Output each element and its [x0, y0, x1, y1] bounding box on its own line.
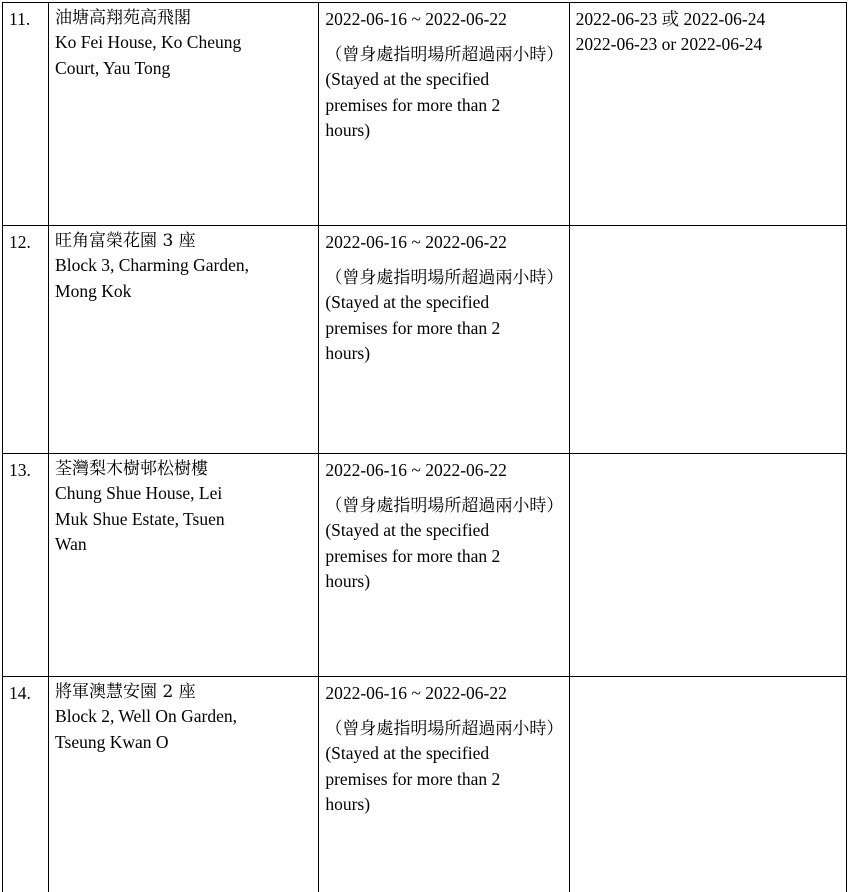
row-number-cell — [3, 454, 49, 677]
date-range: 2022-06-16 ~ 2022-06-22 — [325, 9, 507, 29]
place-name-zh: 旺角富榮花園 3 座 — [55, 231, 196, 251]
dates-cell — [319, 3, 569, 226]
stay-note-en-line1: (Stayed at the specified — [325, 520, 490, 541]
testing-period-cell — [569, 454, 846, 677]
testing-period-zh: 2022-06-23 或 2022-06-24 — [575, 9, 766, 29]
place-name-en-line3: Wan — [55, 534, 87, 555]
place-name-en-line1: Ko Fei House, Ko Cheung — [55, 32, 242, 53]
testing-period-cell — [569, 226, 846, 454]
row-number: 13. — [9, 460, 31, 480]
spacer — [325, 255, 562, 266]
stay-note-en-line3: hours) — [325, 794, 371, 815]
dates-cell — [319, 454, 569, 677]
dates-cell — [319, 226, 569, 454]
testing-period-cell — [569, 677, 846, 892]
stay-note-zh: （曾身處指明場所超過兩小時） — [325, 495, 564, 516]
place-name-zh: 油塘高翔苑高飛閣 — [55, 8, 192, 28]
place-name-en-line1: Block 2, Well On Garden, — [55, 706, 238, 727]
table-row — [3, 3, 847, 226]
row-number: 11. — [9, 9, 31, 29]
date-range: 2022-06-16 ~ 2022-06-22 — [325, 232, 507, 252]
place-name-en-line1: Block 3, Charming Garden, — [55, 255, 249, 276]
stay-note-en-line1: (Stayed at the specified — [325, 743, 490, 764]
stay-note-zh: （曾身處指明場所超過兩小時） — [325, 44, 564, 65]
row-number: 12. — [9, 232, 31, 252]
row-number: 14. — [9, 683, 31, 703]
date-range: 2022-06-16 ~ 2022-06-22 — [325, 683, 507, 703]
stay-note-en-line1: (Stayed at the specified — [325, 292, 490, 313]
place-name-en-line1: Chung Shue House, Lei — [55, 483, 223, 504]
stay-note-en-line2: premises for more than 2 — [325, 94, 501, 115]
stay-note-en-line1: (Stayed at the specified — [325, 69, 490, 90]
stay-note-zh: （曾身處指明場所超過兩小時） — [325, 718, 564, 739]
place-name-zh: 荃灣梨木樹邨松樹樓 — [55, 459, 209, 479]
spacer — [325, 32, 562, 43]
row-number-cell — [3, 677, 49, 892]
place-name-en-line2: Tseung Kwan O — [55, 731, 169, 752]
place-cell — [49, 3, 319, 226]
place-cell — [49, 677, 319, 892]
spacer — [325, 483, 562, 494]
date-range: 2022-06-16 ~ 2022-06-22 — [325, 460, 507, 480]
stay-note-en-line3: hours) — [325, 571, 371, 592]
table-row — [3, 677, 847, 892]
table-row — [3, 454, 847, 677]
table-row — [3, 226, 847, 454]
place-cell — [49, 454, 319, 677]
stay-note-en-line3: hours) — [325, 343, 371, 364]
stay-note-en-line3: hours) — [325, 120, 371, 141]
stay-note-en-line2: premises for more than 2 — [325, 545, 501, 566]
row-number-cell — [3, 226, 49, 454]
stay-note-en-line2: premises for more than 2 — [325, 317, 501, 338]
place-name-en-line2: Court, Yau Tong — [55, 57, 171, 78]
place-name-zh: 將軍澳慧安園 2 座 — [55, 682, 196, 702]
spacer — [325, 706, 562, 717]
place-cell — [49, 226, 319, 454]
dates-cell — [319, 677, 569, 892]
stay-note-zh: （曾身處指明場所超過兩小時） — [325, 267, 564, 288]
place-name-en-line2: Mong Kok — [55, 280, 132, 301]
testing-period-cell — [569, 3, 846, 226]
specified-premises-table — [2, 2, 847, 892]
testing-period-en: 2022-06-23 or 2022-06-24 — [575, 34, 763, 55]
place-name-en-line2: Muk Shue Estate, Tsuen — [55, 508, 225, 529]
stay-note-en-line2: premises for more than 2 — [325, 768, 501, 789]
row-number-cell — [3, 3, 49, 226]
